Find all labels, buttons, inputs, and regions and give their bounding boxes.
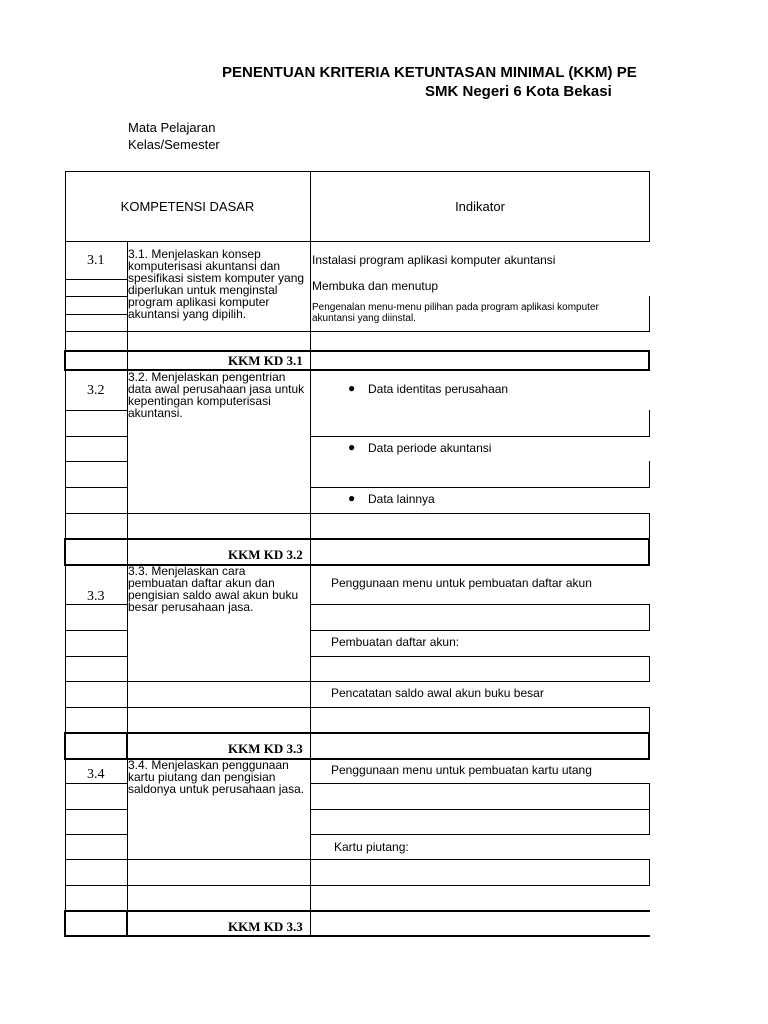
indicator-item: Pembuatan daftar akun: (331, 635, 460, 649)
indicator-item: Data lainnya (368, 492, 435, 506)
indicator-item: Instalasi program aplikasi komputer akuntansi (312, 253, 556, 267)
column-header-indikator: Indikator (455, 199, 505, 214)
bullet-icon: ● (348, 440, 356, 454)
column-header-kompetensi-dasar: KOMPETENSI DASAR (120, 199, 255, 214)
section-number: 3.1 (87, 253, 105, 268)
indicator-item: Penggunaan menu untuk pembuatan kartu utang (331, 763, 592, 777)
bullet-icon: ● (348, 381, 356, 395)
kkm-label: KKM KD 3.2 (228, 547, 303, 562)
kd-description: 3.2. Menjelaskan pengentrian data awal perusahaan jasa untuk kepentingan komputerisasi akuntansi. (128, 370, 305, 420)
class-semester-label: Kelas/Semester (128, 137, 220, 152)
subject-label: Mata Pelajaran (128, 120, 216, 135)
kd-description: 3.3. Menjelaskan cara pembuatan daftar akun dan pengisian saldo awal akun buku besar perusahaan jasa. (128, 564, 299, 614)
bullet-icon: ● (348, 491, 356, 505)
indicator-item: Kartu piutang: (334, 840, 409, 854)
section-number: 3.3 (87, 589, 105, 604)
school-name: SMK Negeri 6 Kota Bekasi (425, 83, 612, 100)
kkm-label: KKM KD 3.3 (228, 741, 303, 756)
section-number: 3.4 (87, 767, 105, 782)
indicator-item: Data identitas perusahaan (368, 382, 509, 396)
kd-description: 3.1. Menjelaskan konsep komputerisasi akuntansi dan spesifikasi sistem komputer yang diperlukan untuk menginstal program aplikasi komputer akuntansi yang dipilih. (128, 247, 305, 321)
indicator-item: Membuka dan menutup (312, 279, 439, 293)
section-number: 3.2 (87, 383, 105, 398)
kkm-label: KKM KD 3.3 (228, 919, 303, 934)
indicator-item: Penggunaan menu untuk pembuatan daftar akun (331, 576, 592, 590)
kd-description: 3.4. Menjelaskan penggunaan kartu piutang dan pengisian saldonya untuk perusahaan jasa. (128, 758, 305, 796)
document-title: PENENTUAN KRITERIA KETUNTASAN MINIMAL (KKM) PE (222, 64, 637, 81)
indicator-item: Pencatatan saldo awal akun buku besar (331, 686, 544, 700)
kkm-label: KKM KD 3.1 (228, 353, 303, 368)
indicator-item: Data periode akuntansi (368, 441, 492, 455)
indicator-item: Pengenalan menu-menu pilihan pada program aplikasi komputer akuntansi yang diinstal. (312, 302, 599, 324)
